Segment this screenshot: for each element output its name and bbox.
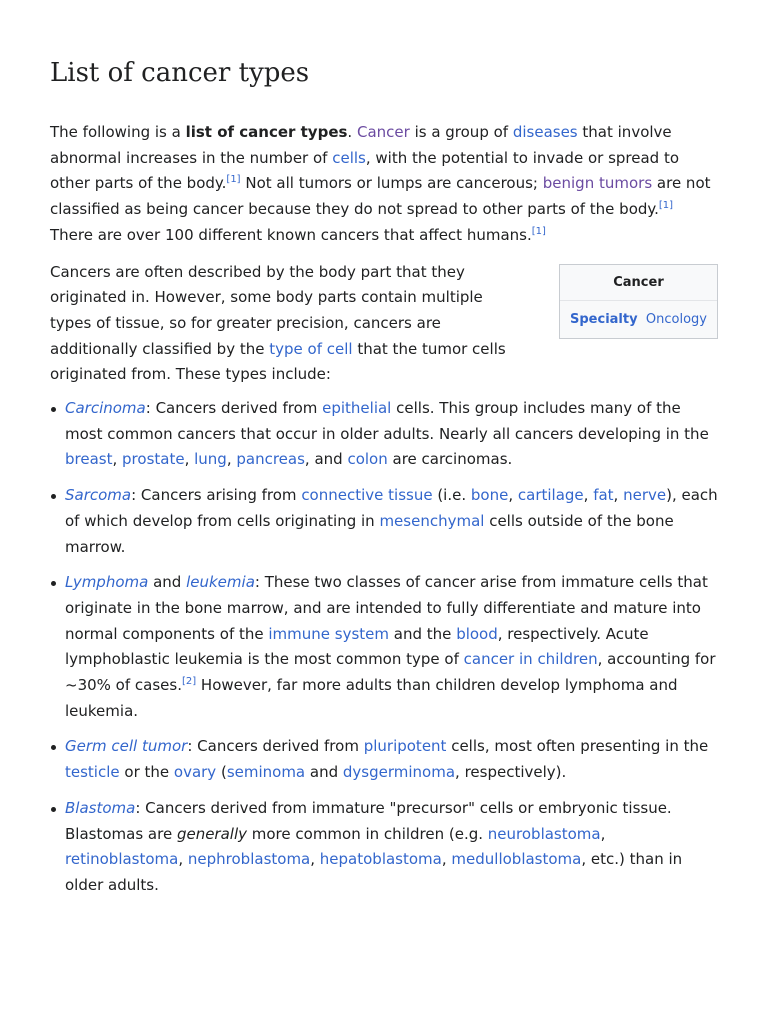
link-type-of-cell[interactable]: type of cell — [269, 339, 353, 358]
link-nephroblastoma[interactable]: nephroblastoma — [187, 850, 311, 869]
reference-1[interactable]: [1] — [226, 174, 241, 186]
link-cancer-in-children[interactable]: cancer in children — [463, 650, 598, 669]
italic-term: Germ cell tumor — [65, 737, 188, 756]
text-run: , — [583, 486, 594, 505]
infobox-row-specialty — [560, 301, 717, 339]
text-run: cells. This group includes many of the most common cancers that occur in older adults. Nearly all cancers developing in the — [65, 399, 709, 443]
italic-term: Carcinoma — [65, 399, 146, 418]
italic-term: Lymphoma — [65, 573, 149, 592]
link-cells[interactable]: cells — [332, 148, 366, 167]
text-run: , with the potential to invade or spread to other parts of the body. — [50, 148, 680, 193]
link-leukemia[interactable] — [186, 573, 255, 591]
italic-term: Sarcoma — [65, 486, 132, 505]
link-colon[interactable]: colon — [347, 450, 388, 469]
text-run: , — [184, 450, 195, 469]
link-germ-cell-tumor[interactable] — [65, 737, 187, 755]
text-run: and the — [389, 624, 457, 643]
text-run: and — [305, 763, 343, 782]
list-item-carcinoma — [65, 396, 718, 473]
link-pluripotent[interactable]: pluripotent — [363, 737, 447, 756]
list-item-sarcoma — [65, 483, 718, 560]
intro-paragraph — [50, 120, 718, 249]
infobox — [559, 264, 718, 339]
link-fat[interactable]: fat — [593, 486, 614, 505]
list-item-germ-cell-tumor — [65, 734, 718, 785]
text-run: (i.e. — [432, 486, 471, 505]
text-run: , accounting for ~30% of cases. — [65, 650, 716, 695]
text-run: There are over 100 different known cancers that affect humans. — [50, 225, 532, 244]
link-lymphoma[interactable] — [65, 573, 148, 591]
text-run: The following is a — [50, 123, 186, 141]
list-item-lymphoma-leukemia — [65, 570, 718, 724]
reference-1[interactable]: [1] — [658, 200, 674, 212]
page-title: List of cancer types — [50, 58, 310, 88]
link-bone[interactable]: bone — [470, 486, 509, 505]
text-run: , and — [304, 450, 348, 469]
text-run: are not classified as being cancer because they do not spread to other parts of the body. — [50, 174, 711, 219]
text-run: cells, most often presenting in the — [446, 737, 709, 756]
infobox-title: Cancer — [560, 265, 717, 301]
text-run: cells outside of the bone marrow. — [65, 511, 674, 556]
link-pancreas[interactable]: pancreas — [236, 450, 305, 469]
text-run: ( — [216, 763, 227, 782]
link-hepatoblastoma[interactable]: hepatoblastoma — [319, 850, 442, 869]
link-prostate[interactable]: prostate — [122, 450, 185, 469]
italic-term: Blastoma — [65, 798, 136, 817]
text-run: , — [112, 450, 123, 469]
text-run: : Cancers derived from — [187, 737, 364, 756]
text-run: and — [148, 573, 187, 592]
bold-term: list of cancer types — [185, 123, 348, 141]
text-run: that the tumor cells originated from. These types include: — [50, 339, 506, 384]
link-neuroblastoma[interactable]: neuroblastoma — [487, 824, 601, 843]
link-blastoma[interactable] — [65, 799, 135, 817]
text-run: is a group of — [409, 123, 513, 141]
link-ovary[interactable]: ovary — [173, 763, 217, 782]
link-cancer[interactable]: Cancer — [356, 123, 410, 141]
text-run: , — [508, 486, 518, 505]
text-run: , — [178, 850, 188, 869]
link-seminoma[interactable]: seminoma — [226, 763, 306, 782]
link-benign-tumors[interactable]: benign tumors — [542, 174, 653, 193]
link-breast[interactable]: breast — [65, 450, 113, 469]
link-connective-tissue[interactable]: connective tissue — [301, 486, 433, 505]
text-run: , — [613, 486, 624, 505]
text-run: that involve abnormal increases in the number of — [50, 123, 672, 167]
infobox-label-specialty[interactable]: Specialty — [570, 312, 638, 327]
link-cartilage[interactable]: cartilage — [517, 486, 584, 505]
italic-term: leukemia — [186, 573, 255, 592]
link-testicle[interactable]: testicle — [65, 763, 120, 782]
text-run: Not all tumors or lumps are cancerous; — [240, 174, 543, 193]
link-lung[interactable]: lung — [194, 450, 227, 469]
list-item-blastoma — [65, 796, 718, 899]
link-immune-system[interactable]: immune system — [268, 624, 390, 643]
text-run: , etc.) than in older adults. — [65, 850, 683, 894]
text-run: are carcinomas. — [387, 450, 513, 469]
text-run: , — [310, 850, 320, 869]
link-mesenchymal[interactable]: mesenchymal — [379, 511, 485, 530]
link-diseases[interactable]: diseases — [512, 123, 578, 141]
text-run: : Cancers arising from — [131, 486, 302, 505]
link-medulloblastoma[interactable]: medulloblastoma — [451, 850, 582, 869]
reference-1[interactable]: [1] — [531, 225, 546, 237]
link-nerve[interactable]: nerve — [623, 486, 667, 505]
text-run: : Cancers derived from immature "precursor" cells or embryonic tissue. Blastomas are — [65, 798, 672, 843]
italic-term: generally — [176, 824, 247, 843]
text-run: : These two classes of cancer arise from immature cells that originate in the bone marrow, and are intended to fully differentiate and mature into normal components of the — [65, 573, 708, 643]
text-run: , — [441, 850, 452, 869]
link-dysgerminoma[interactable]: dysgerminoma — [342, 763, 456, 782]
text-run: . — [347, 123, 357, 141]
classification-paragraph — [50, 260, 520, 389]
text-run: Cancers are often described by the body part that they originated in. However, some body parts contain multiple types of tissue, so for greater precision, cancers are additionally classified by the — [50, 262, 483, 358]
text-run: However, far more adults than children develop lymphoma and leukemia. — [65, 676, 678, 720]
link-blood[interactable]: blood — [456, 624, 498, 643]
link-epithelial[interactable]: epithelial — [322, 399, 392, 418]
text-run: : Cancers derived from — [145, 399, 323, 418]
infobox-value-oncology[interactable]: Oncology — [645, 312, 707, 327]
cancer-types-list — [50, 396, 718, 899]
link-sarcoma[interactable] — [65, 486, 131, 504]
reference-2[interactable]: [2] — [181, 676, 197, 688]
text-run: , — [226, 450, 237, 469]
link-retinoblastoma[interactable]: retinoblastoma — [65, 850, 179, 869]
text-run: or the — [119, 763, 174, 782]
text-run: , respectively). — [455, 763, 567, 782]
text-run: , — [600, 824, 606, 843]
text-run: , respectively. Acute lymphoblastic leukemia is the most common type of — [65, 624, 649, 669]
text-run: more common in children (e.g. — [247, 824, 488, 843]
text-run: ), each of which develop from cells originating in — [65, 486, 718, 530]
link-carcinoma[interactable] — [65, 399, 146, 417]
